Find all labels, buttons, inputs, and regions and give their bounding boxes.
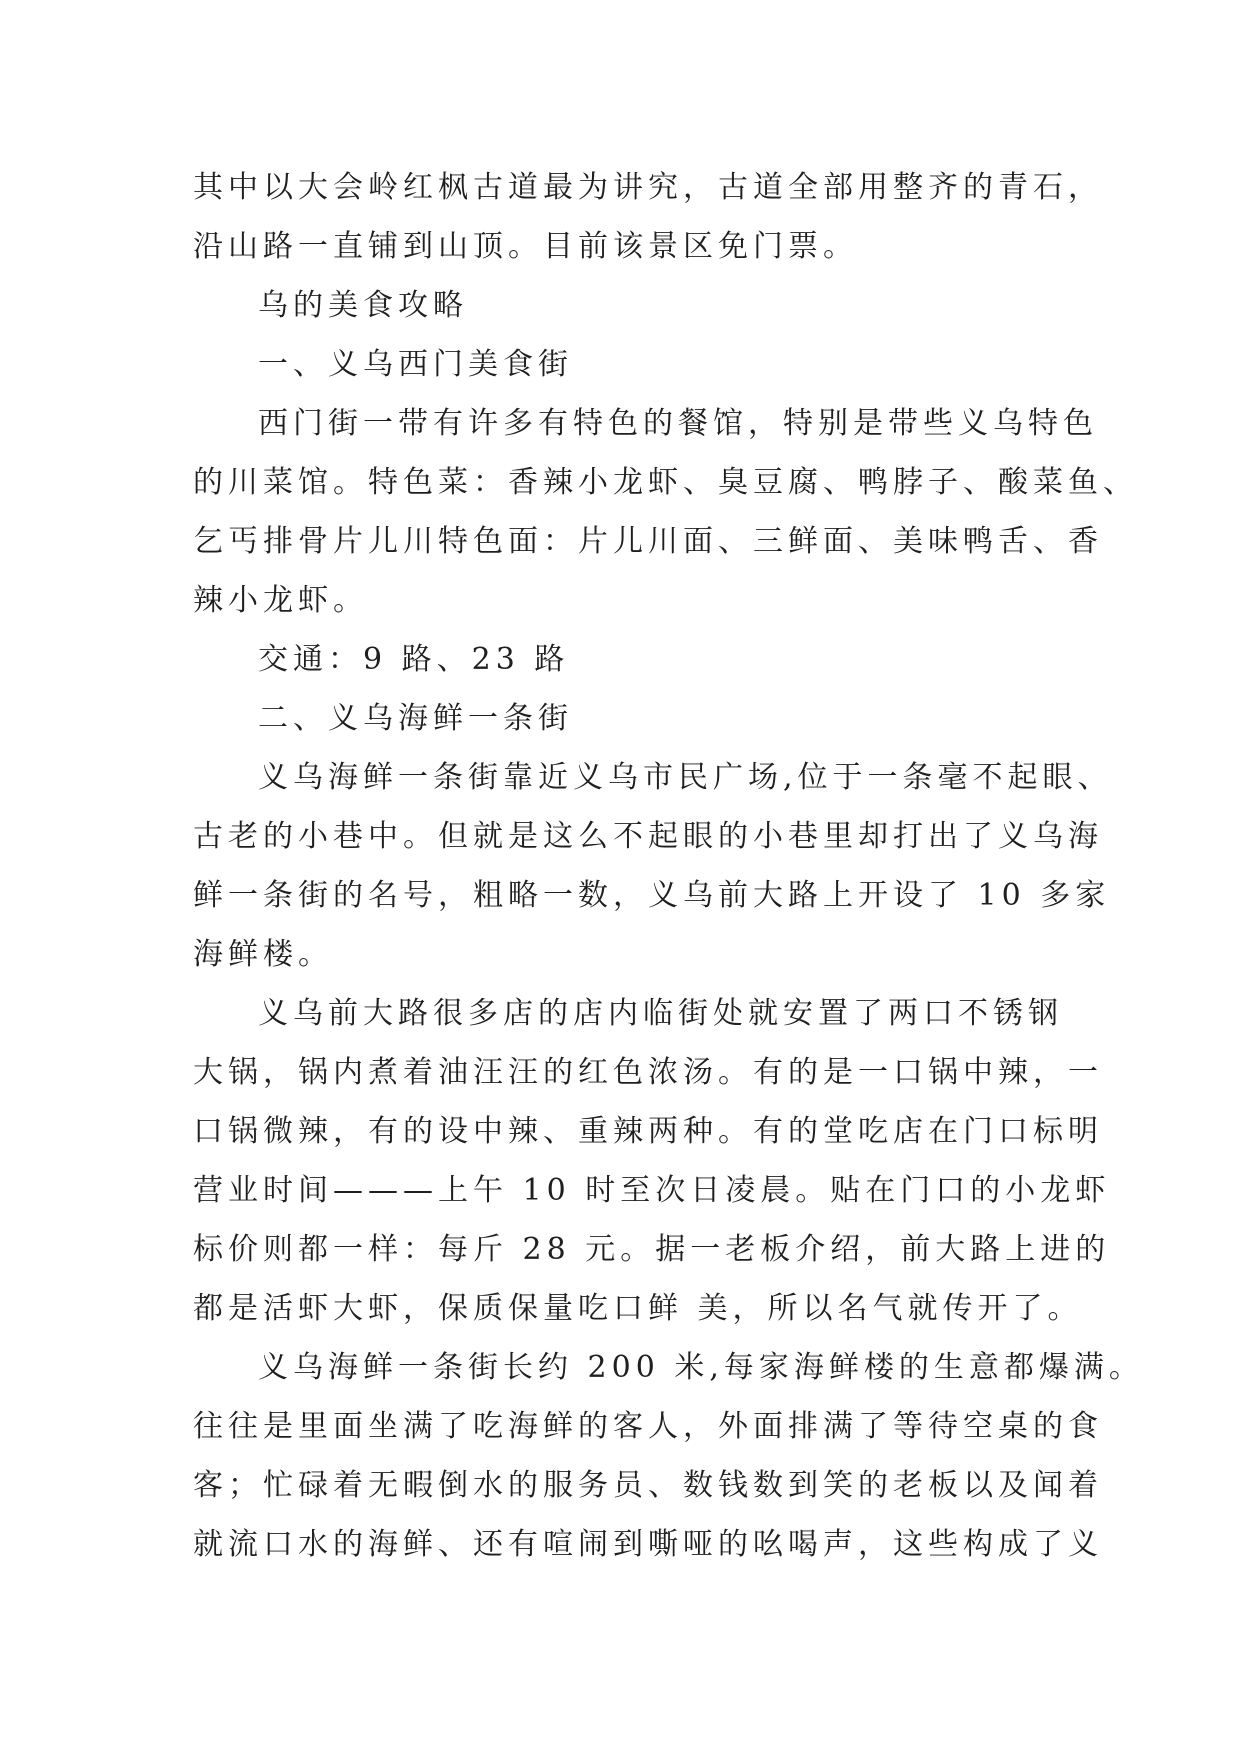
text-line: 交通：9 路、23 路	[258, 642, 570, 677]
text-line: 古老的小巷中。但就是这么不起眼的小巷里却打出了义乌海	[193, 819, 1103, 854]
text-line: 标价则都一样：每斤 28 元。据一老板介绍，前大路上进的	[193, 1232, 1111, 1267]
text-line: 都是活虾大虾，保质保量吃口鲜 美，所以名气就传开了。	[193, 1291, 1083, 1326]
text-line: 辣小龙虾。	[193, 583, 368, 618]
text-line: 乞丐排骨片儿川特色面：片儿川面、三鲜面、美味鸭舌、香	[193, 524, 1103, 559]
text-line: 的川菜馆。特色菜：香辣小龙虾、臭豆腐、鸭脖子、酸菜鱼、	[193, 465, 1138, 500]
text-line: 沿山路一直铺到山顶。目前该景区免门票。	[193, 229, 858, 264]
text-line: 客；忙碌着无暇倒水的服务员、数钱数到笑的老板以及闻着	[193, 1468, 1103, 1503]
text-line: 营业时间———上午 10 时至次日凌晨。贴在门口的小龙虾	[193, 1173, 1111, 1208]
document-body	[193, 158, 1144, 1574]
text-line: 往往是里面坐满了吃海鲜的客人，外面排满了等待空桌的食	[193, 1409, 1103, 1444]
section-heading: 一、义乌西门美食街	[258, 347, 573, 382]
text-line: 其中以大会岭红枫古道最为讲究，古道全部用整齐的青石，	[193, 170, 1103, 205]
text-line: 就流口水的海鲜、还有喧闹到嘶哑的吆喝声，这些构成了义	[193, 1527, 1103, 1562]
text-line: 义乌海鲜一条街靠近义乌市民广场,位于一条毫不起眼、	[258, 760, 1113, 795]
text-line: 义乌海鲜一条街长约 200 米,每家海鲜楼的生意都爆满。	[258, 1350, 1144, 1385]
text-line: 海鲜楼。	[193, 937, 333, 972]
text-line: 鲜一条街的名号，粗略一数，义乌前大路上开设了 10 多家	[193, 878, 1111, 913]
section-heading: 二、义乌海鲜一条街	[258, 701, 573, 736]
text-line: 西门街一带有许多有特色的餐馆，特别是带些义乌特色	[258, 406, 1098, 441]
text-line: 大锅，锅内煮着油汪汪的红色浓汤。有的是一口锅中辣，一	[193, 1055, 1103, 1090]
section-heading: 乌的美食攻略	[258, 288, 468, 323]
text-line: 义乌前大路很多店的店内临街处就安置了两口不锈钢	[258, 996, 1063, 1031]
text-line: 口锅微辣，有的设中辣、重辣两种。有的堂吃店在门口标明	[193, 1114, 1103, 1149]
